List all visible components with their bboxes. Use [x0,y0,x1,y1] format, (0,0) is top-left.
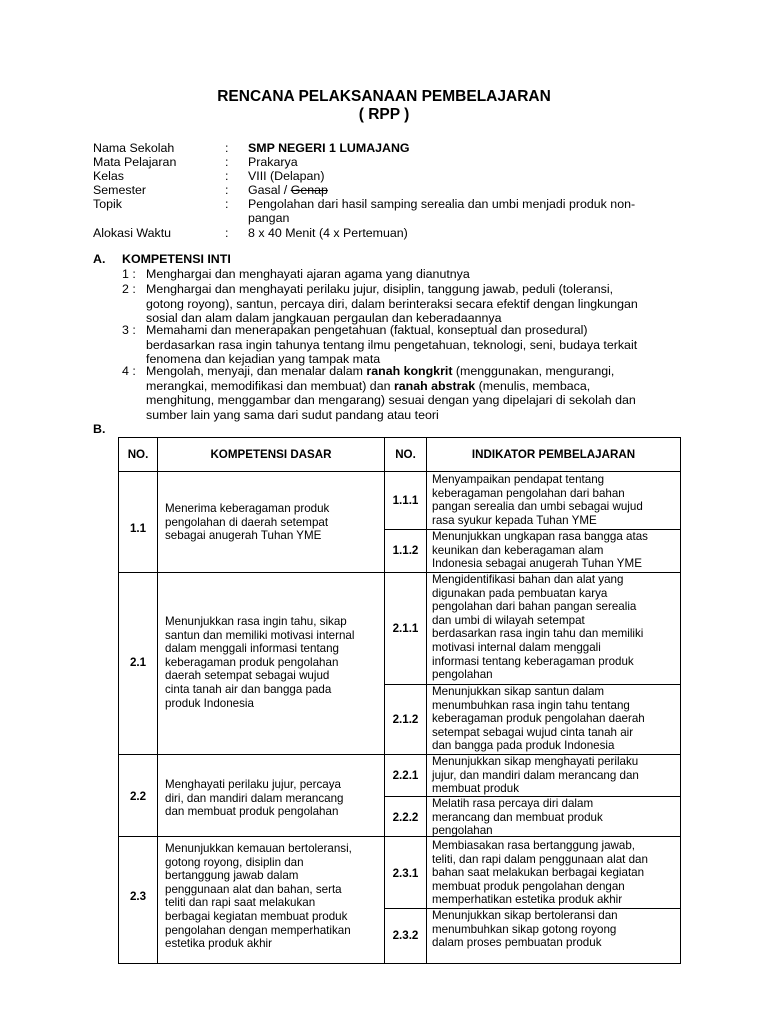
table-header-no-ind: NO. [395,448,416,461]
kd-text: Menerima keberagaman produk pengolahan di daerah setempat sebagai anugerah Tuhan YME [165,502,330,543]
kd-number: 2.2 [129,790,147,803]
info-colon: : [225,197,229,211]
ki-text: Mengolah, menyaji, dan menalar dalam ranah kongkrit (menggunakan, mengurangi, merangkai, memodifikasi dan membuat) dan ranah abstrak (menulis, membaca, menghitung, menggambar dan mengarang) sesuai dengan yang dipelajari di sekolah dan sumber lain yang sama dari sudut pandang atau teori [146,364,636,422]
info-label: Topik [93,197,122,211]
info-value-kelas: VIII (Delapan) [248,169,325,183]
table-header-kd: KOMPETENSI DASAR [210,448,332,461]
ranah-abstrak: ranah abstrak [393,378,476,393]
indikator-number: 1.1.1 [392,494,419,507]
table-header-no: NO. [127,448,149,461]
info-label: Mata Pelajaran [93,155,177,169]
info-label: Kelas [93,169,124,183]
document-title: RENCANA PELAKSANAAN PEMBELAJARAN [217,88,551,105]
semester-genap-struck: Genap [290,183,328,197]
info-colon: : [225,226,229,240]
kd-text: Menghayati perilaku jujur, percaya diri, dan mandiri dalam merancang dan membuat produk pengolahan [165,778,344,819]
indikator-text: Menunjukkan ungkapan rasa bangga atas keunikan dan keberagaman alam Indonesia sebagai anugerah Tuhan YME [432,530,648,571]
info-value-mapel: Prakarya [248,155,298,169]
info-label: Semester [93,183,147,197]
info-value-waktu: 8 x 40 Menit (4 x Pertemuan) [248,226,408,240]
info-colon: : [225,183,229,197]
indikator-number: 2.2.2 [392,811,419,824]
info-value-topik: Pengolahan dari hasil samping serealia dan umbi menjadi produk non- [248,197,636,211]
indikator-text: Mengidentifikasi bahan dan alat yang digunakan pada pembuatan karya pengolahan dari bahan pangan serealia dan umbi di wilayah setempat berdasarkan rasa ingin tahu dan memiliki motivasi internal dalam menggali informasi tentang keberagaman produk pengolahan [432,573,644,682]
indikator-text: Menyampaikan pendapat tentang keberagaman pengolahan dari bahan pangan serealia dan umbi sebagai wujud rasa syukur kepada Tuhan YME [432,473,643,527]
section-a-letter: A. [93,252,106,266]
ki-number: 2 : [122,282,136,296]
ki-text: Menghargai dan menghayati ajaran agama yang dianutnya [146,267,470,281]
document-subtitle: ( RPP ) [358,106,410,123]
section-a-title: KOMPETENSI INTI [122,252,231,266]
indikator-text: Menunjukkan sikap santun dalam menumbuhkan rasa ingin tahu tentang keberagaman produk pengolahan daerah setempat sebagai wujud cinta tanah air dan bangga pada produk Indonesia [432,685,645,753]
indikator-number: 2.3.1 [392,867,419,880]
table-header-indikator: INDIKATOR PEMBELAJARAN [471,448,636,461]
indikator-number: 2.1.1 [392,622,419,635]
kd-number: 2.1 [129,656,147,669]
info-colon: : [225,169,229,183]
section-b-letter: B. [93,422,106,436]
ki-number: 1 : [122,267,136,281]
info-value-topik-cont: pangan [248,211,290,225]
kd-text: Menunjukkan rasa ingin tahu, sikap santun dan memiliki motivasi internal dalam menggali informasi tentang keberagaman produk pengolahan daerah setempat sebagai wujud cinta tanah air dan bangga pada produk Indonesia [165,615,355,710]
ki-number: 4 : [122,364,136,378]
info-label: Alokasi Waktu [93,226,172,240]
indikator-text: Menunjukkan sikap bertoleransi dan menumbuhkan sikap gotong royong dalam proses pembuatan produk [432,909,618,950]
ki-text: Memahami dan menerapakan pengetahuan (faktual, konseptual dan prosedural) berdasarkan rasa ingin tahunya tentang ilmu pengetahuan, teknologi, seni, budaya terkait fenomena dan kejadian yang tampak mata [146,323,638,367]
kd-number: 1.1 [129,522,147,535]
indikator-text: Melatih rasa percaya diri dalam merancang dan membuat produk pengolahan [432,797,603,838]
info-label: Nama Sekolah [93,141,175,155]
info-colon: : [225,155,229,169]
indikator-text: Membiasakan rasa bertanggung jawab, teliti, dan rapi dalam penggunaan alat dan bahan saat melakukan berbagai kegiatan membuat produk pengolahan dengan memperhatikan estetika produk akhir [432,839,648,907]
ki-text: Menghargai dan menghayati perilaku jujur, disiplin, tanggung jawab, peduli (toleransi, gotong royong), santun, percaya diri, dalam berinteraksi secara efektif dengan lingkungan sosial dan alam dalam jangkauan pergaulan dan keberadaannya [146,282,638,326]
indikator-number: 2.2.1 [392,769,419,782]
indikator-number: 2.3.2 [392,929,419,942]
info-value-sekolah: SMP NEGERI 1 LUMAJANG [248,141,410,155]
indikator-number: 2.1.2 [392,713,419,726]
indikator-number: 1.1.2 [392,544,419,557]
kd-text: Menunjukkan kemauan bertoleransi, gotong royong, disiplin dan bertanggung jawab dalam penggunaan alat dan bahan, serta teliti dan rapi saat melakukan berbagai kegiatan membuat produk pengolahan dengan memperhatikan estetika produk akhir [165,842,352,951]
info-colon: : [225,141,229,155]
semester-gasal: Gasal / [248,183,288,197]
kd-number: 2.3 [129,890,147,903]
ranah-kongkrit: ranah kongkrit [366,364,453,378]
ki-number: 3 : [122,323,136,337]
indikator-text: Menunjukkan sikap menghayati perilaku jujur, dan mandiri dalam merancang dan membuat produk [432,755,639,796]
